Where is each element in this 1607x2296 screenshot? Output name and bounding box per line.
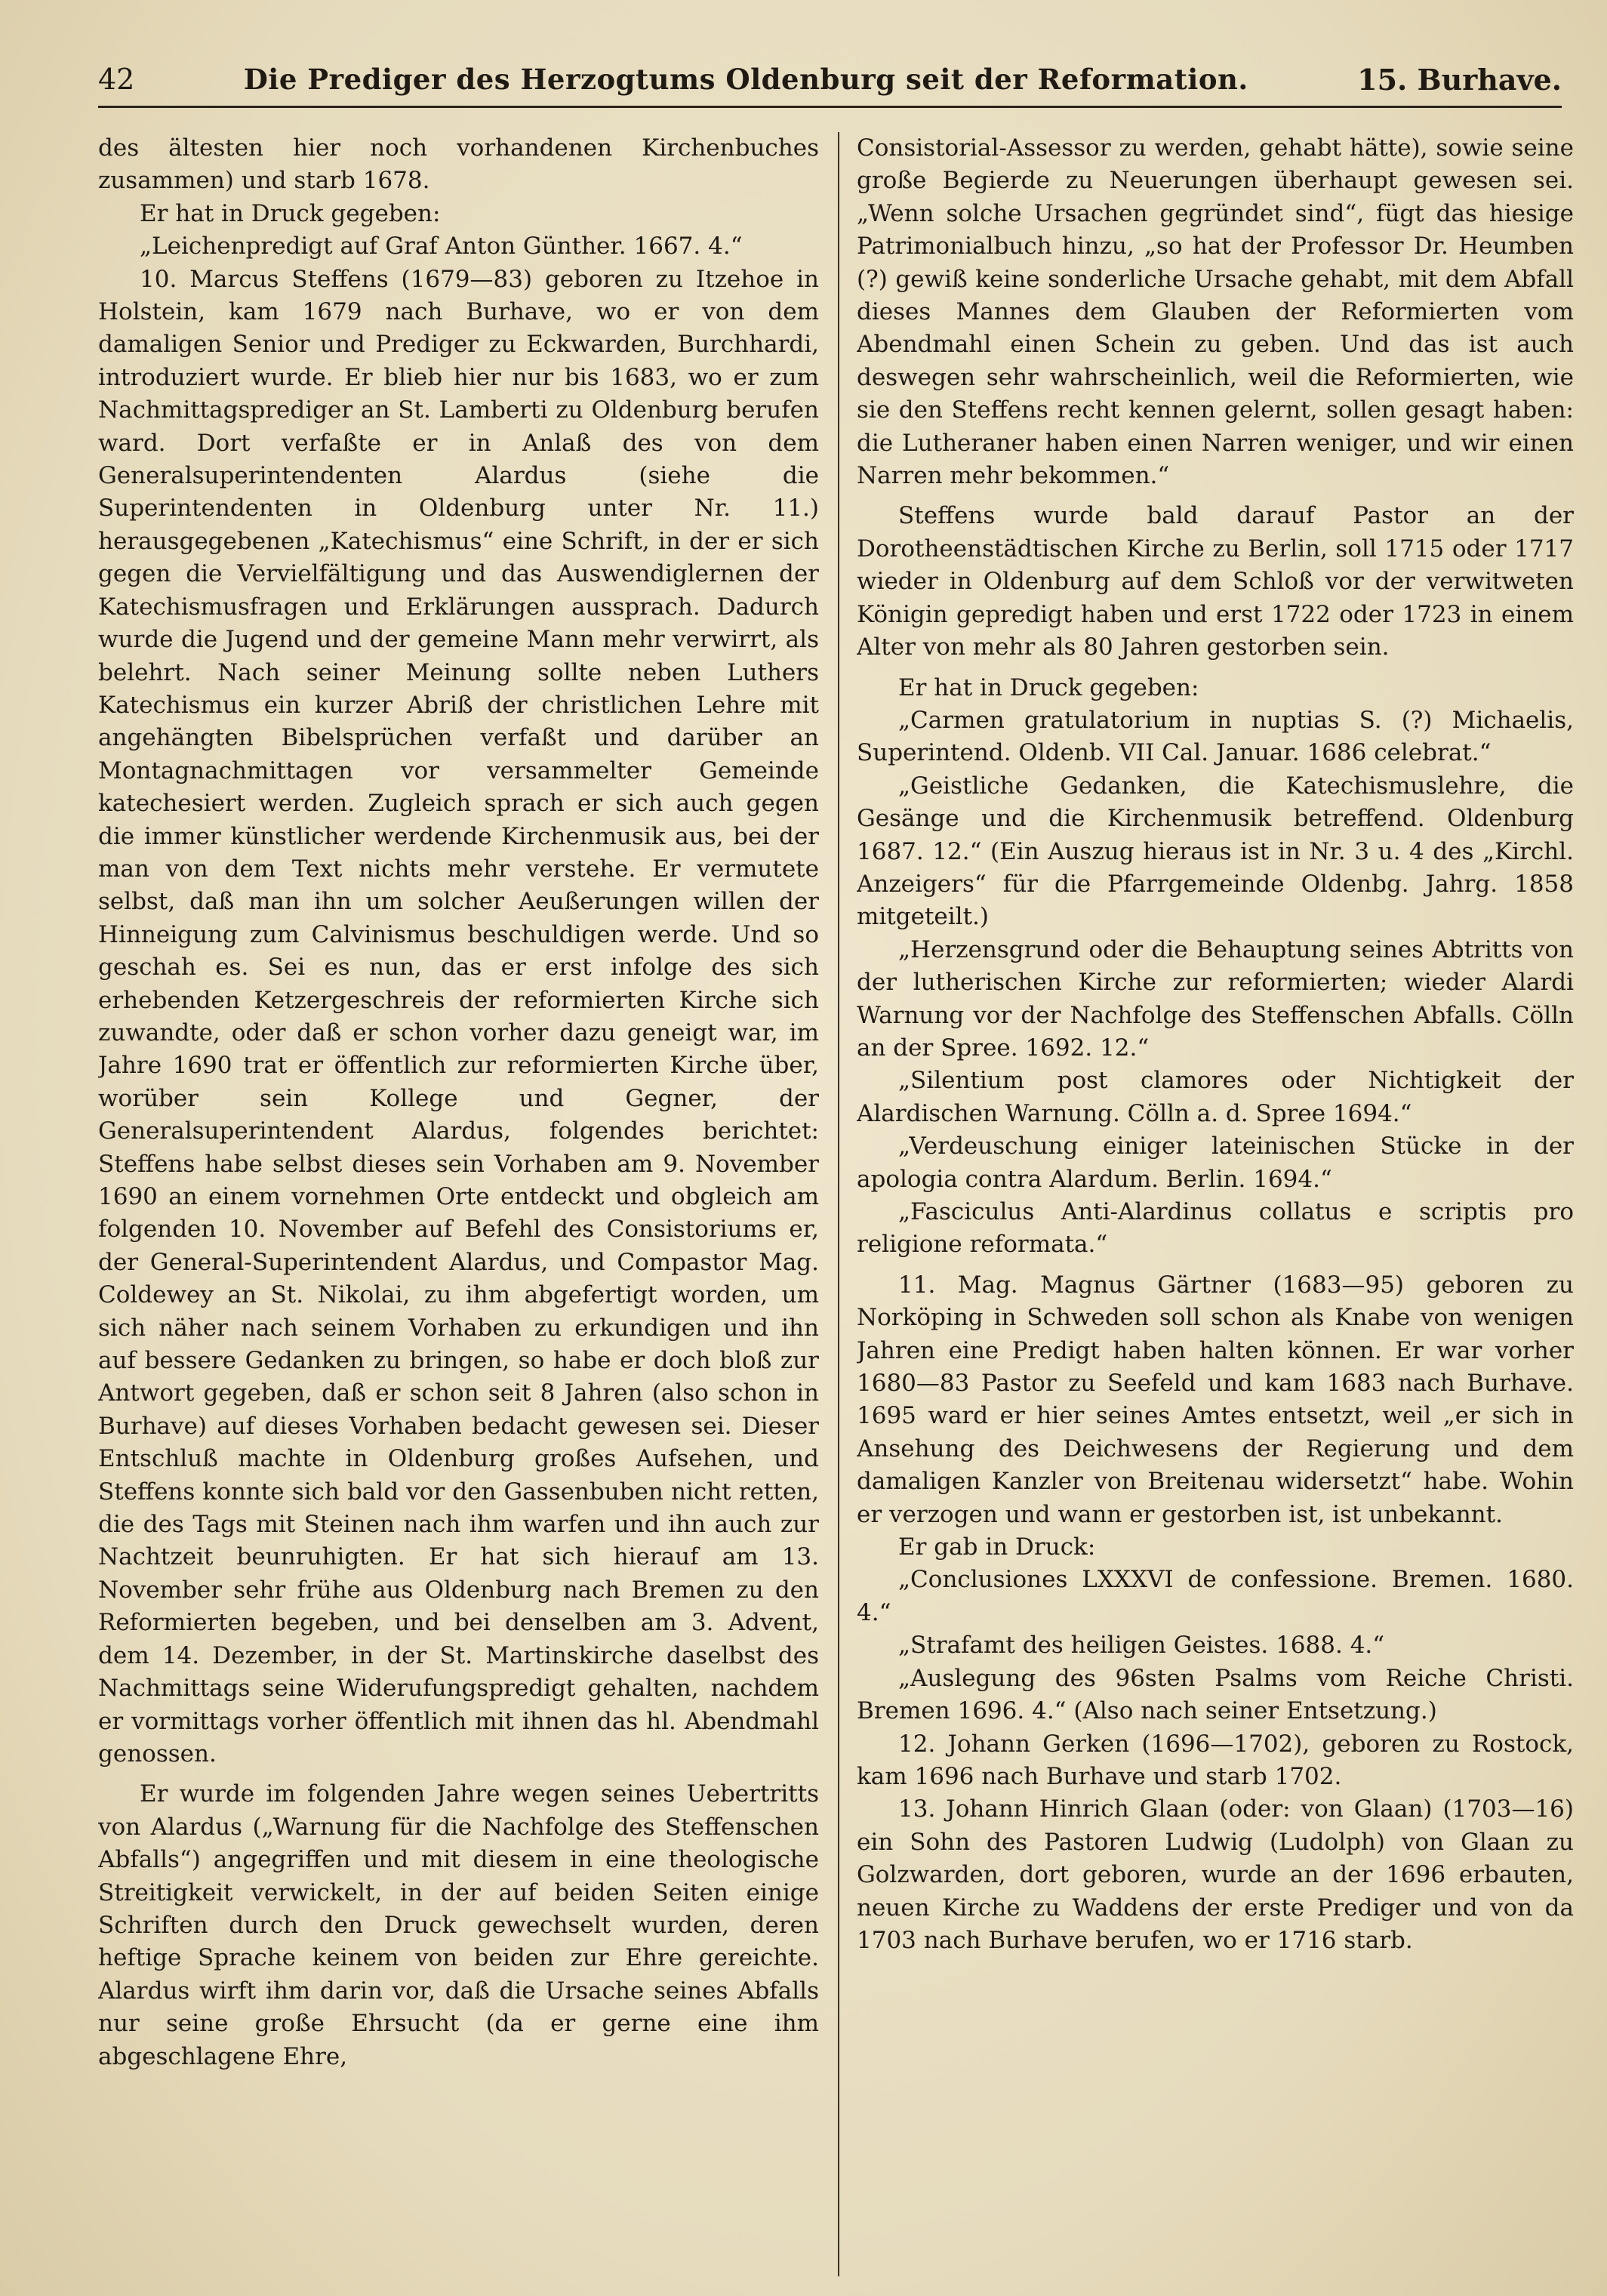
page-number: 42 bbox=[98, 63, 135, 96]
paragraph: „Geistliche Gedanken, die Katechismuslehre, die Gesänge und die Kirchenmusik betreffend. Oldenburg 1687. 12.“ (Ein Auszug hieraus ist in Nr. 3 u. 4 des „Kirchl. Anzeigers“ für die Pfarrgemeinde Oldenbg. Jahrg. 1858 mitgeteilt.) bbox=[857, 772, 1574, 931]
paragraph: „Herzensgrund oder die Behauptung seines Abtritts von der lutherischen Kirche zur reformierten; wieder Alardi Warnung vor der Nachfolge des Steffenschen Abfalls. Cölln an der Spree. 1692. 12.“ bbox=[857, 935, 1574, 1062]
paragraph: 13. Johann Hinrich Glaan (oder: von Glaan) (1703—16) ein Sohn des Pastoren Ludwig (Ludolph) von Glaan zu Golzwarden, dort geboren, wurde an der 1696 erbauten, neuen Kirche zu Waddens der erste Prediger und von da 1703 nach Burhave berufen, wo er 1716 starb. bbox=[857, 1795, 1574, 1954]
paragraph: 12. Johann Gerken (1696—1702), geboren zu Rostock, kam 1696 nach Burhave und starb 1702. bbox=[857, 1730, 1574, 1790]
paragraph: 10. Marcus Steffens (1679—83) geboren zu Itzehoe in Holstein, kam 1679 nach Burhave, wo er von dem damaligen Senior und Prediger zu Eckwarden, Burchhardi, introduziert wurde. Er blieb hier nur bis 1683, wo er zum Nachmittagsprediger an St. Lamberti zu Oldenburg berufen ward. Dort verfaßte er in Anlaß des von dem Generalsuperintendenten Alardus (siehe die Superintendenten in Oldenburg unter Nr. 11.) herausgegebenen „Katechismus“ eine Schrift, in der er sich gegen die Vervielfältigung und das Auswendiglernen der Katechismusfragen und Erklärungen aussprach. Dadurch wurde die Jugend und der gemeine Mann mehr verwirrt, als belehrt. Nach seiner Meinung sollte neben Luthers Katechismus ein kurzer Abriß der christlichen Lehre mit angehängten Bibelsprüchen verfaßt und darüber an Montagnachmittagen vor versammelter Gemeinde katechesiert werden. Zugleich sprach er sich auch gegen die immer künstlicher werdende Kirchenmusik aus, bei der man von dem Text nichts mehr verstehe. Er vermutete selbst, daß man ihn um solcher Aeußerungen willen der Hinneigung zum Calvinismus beschuldigen werde. Und so geschah es. Sei es nun, das er erst infolge des sich erhebenden Ketzergeschreis der reformierten Kirche sich zuwandte, oder daß er schon vorher dazu geneigt war, im Jahre 1690 trat er öffentlich zur reformierten Kirche über, worüber sein Kollege und Gegner, der Generalsuperintendent Alardus, folgendes berichtet: Steffens habe selbst dieses sein Vorhaben am 9. November 1690 an einem vornehmen Orte entdeckt und obgleich am folgenden 10. November auf Befehl des Consistoriums er, der General-Superintendent Alardus, und Compastor Mag. Coldewey an St. Nikolai, zu ihm abgefertigt worden, um sich näher nach seinem Vorhaben zu erkundigen und ihn auf bessere Gedanken zu bringen, so habe er doch bloß zur Antwort gegeben, daß er schon seit 8 Jahren (also schon in Burhave) auf dieses Vorhaben bedacht gewesen sei. Dieser Entschluß machte in Oldenburg großes Aufsehen, und Steffens konnte sich bald vor den Gassenbuben nicht retten, die des Tags mit Steinen nach ihm warfen und ihn auch zur Nachtzeit beunruhigten. Er hat sich hierauf am 13. November sehr frühe aus Oldenburg nach Bremen zu den Reformierten begeben, und bei denselben am 3. Advent, dem 14. Dezember, in der St. Martinskirche daselbst des Nachmittags seine Widerufungspredigt gehalten, nachdem er vormittags vorher öffentlich mit ihnen das hl. Abendmahl genossen. bbox=[98, 265, 819, 1767]
paragraph: Er hat in Druck gegeben: bbox=[140, 199, 441, 227]
paragraph: Er gab in Druck: bbox=[898, 1533, 1096, 1561]
paragraph: Er wurde im folgenden Jahre wegen seines Uebertritts von Alardus („Warnung für die Nachfolge des Steffenschen Abfalls“) angegriffen und mit diesem in eine theologische Streitigkeit verwickelt, in der auf beiden Seiten einige Schriften durch den Druck gewechselt wurden, deren heftige Sprache keinem von beiden zur Ehre gereichte. Alardus wirft ihm darin vor, daß die Ursache seines Abfalls nur seine große Ehrsucht (da er gerne eine ihm abgeschlagene Ehre, bbox=[98, 1780, 819, 2070]
paragraph: „Carmen gratulatorium in nuptias S. (?) Michaelis, Superintend. Oldenb. VII Cal. Januar. 1686 celebrat.“ bbox=[857, 706, 1574, 767]
paragraph: Steffens wurde bald darauf Pastor an der Dorotheenstädtischen Kirche zu Berlin, soll 1715 oder 1717 wieder in Oldenburg auf dem Schloß vor der verwitweten Königin gepredigt haben und erst 1722 oder 1723 in einem Alter von mehr als 80 Jahren gestorben sein. bbox=[857, 502, 1574, 661]
paragraph: „Fasciculus Anti-Alardinus collatus e scriptis pro religione reformata.“ bbox=[857, 1198, 1574, 1259]
paragraph: „Leichenpredigt auf Graf Anton Günther. 1667. 4.“ bbox=[140, 233, 743, 260]
paragraph: „Strafamt des heiligen Geistes. 1688. 4.“ bbox=[898, 1632, 1385, 1660]
paragraph: „Verdeuschung einiger lateinischen Stücke in der apologia contra Alardum. Berlin. 1694.“ bbox=[857, 1133, 1574, 1193]
right-column bbox=[857, 132, 1574, 2276]
paragraph: „Auslegung des 96sten Psalms vom Reiche Christi. Bremen 1696. 4.“ (Also nach seiner Entsetzung.) bbox=[857, 1664, 1574, 1725]
paragraph: „Conclusiones LXXXVI de confessione. Bremen. 1680. 4.“ bbox=[857, 1566, 1574, 1626]
column-divider bbox=[838, 132, 839, 2276]
paragraph: 11. Mag. Magnus Gärtner (1683—95) geboren zu Norköping in Schweden soll schon als Knabe von wenigen Jahren eine Predigt haben halten können. Er war vorher 1680—83 Pastor zu Seefeld und kam 1683 nach Burhave. 1695 ward er hier seines Amtes entsetzt, weil „er sich in Ansehung des Deichwesens der Regierung und dem damaligen Kanzler von Breitenau widersetzt“ habe. Wohin er verzogen und wann er gestorben ist, ist unbekannt. bbox=[857, 1271, 1574, 1528]
paragraph: „Silentium post clamores oder Nichtigkeit der Alardischen Warnung. Cölln a. d. Spree 1694.“ bbox=[857, 1067, 1574, 1127]
left-column bbox=[98, 132, 819, 2276]
paragraph: Er hat in Druck gegeben: bbox=[898, 673, 1199, 701]
section-title: 15. Burhave. bbox=[1357, 62, 1562, 97]
paragraph: des ältesten hier noch vorhandenen Kirchenbuches zusammen) und starb 1678. bbox=[98, 134, 819, 195]
paragraph: Consistorial-Assessor zu werden, gehabt hätte), sowie seine große Begierde zu Neuerungen überhaupt gewesen sei. „Wenn solche Ursachen gegründet sind“, fügt das hiesige Patrimonialbuch hinzu, „so hat der Professor Dr. Heumben (?) gewiß keine sonderliche Ursache gehabt, mit dem Abfall dieses Mannes dem Glauben der Reformierten vom Abendmahl einen Schein zu geben. Und das ist auch deswegen sehr wahrscheinlich, weil die Reformierten, wie sie den Steffens recht kennen gelernt, sollen gesagt haben: die Lutheraner haben einen Narren weniger, und wir einen Narren mehr bekommen.“ bbox=[857, 134, 1574, 490]
running-header bbox=[98, 53, 1562, 108]
running-title: Die Prediger des Herzogtums Oldenburg seit der Reformation. bbox=[243, 63, 1248, 96]
